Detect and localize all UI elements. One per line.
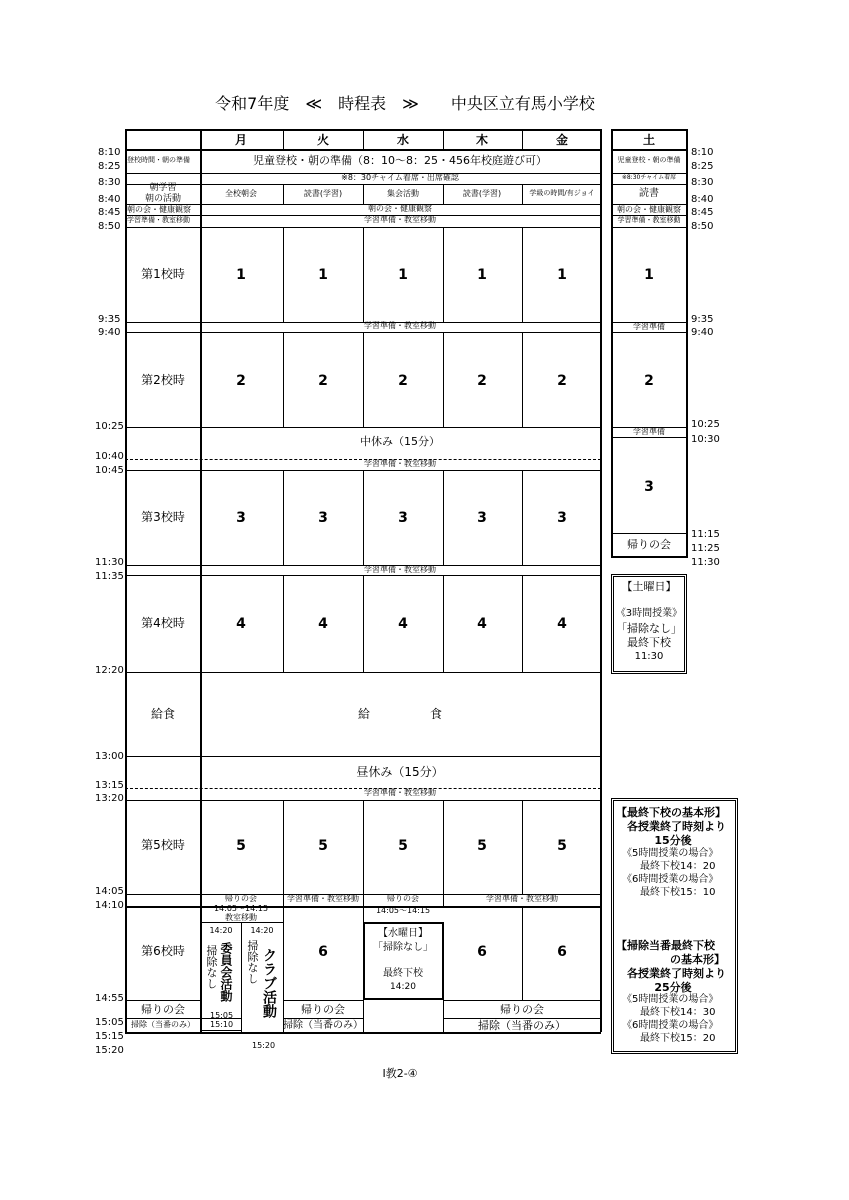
- day-header-sat: 土: [642, 133, 656, 147]
- grid-line: [283, 906, 284, 1032]
- tue-kaeri: 帰りの会: [301, 1003, 345, 1016]
- sat-kaeri: 帰りの会: [627, 538, 671, 551]
- sat-prep: 学習準備・教室移動: [617, 216, 681, 224]
- morning-thu: 読書(学習): [462, 189, 502, 198]
- grid-line: [443, 227, 444, 322]
- grid-line: [443, 184, 444, 204]
- cell-tue-5: 5: [318, 838, 328, 854]
- grid-line: [200, 922, 283, 923]
- grid-line: [522, 227, 523, 322]
- grid-line: [611, 227, 687, 228]
- sat-note-title: 【土曜日】: [621, 580, 677, 593]
- page-footer-code: Ⅰ教2-④: [382, 1067, 418, 1080]
- basic-note-line: 《5時間授業の場合》: [622, 848, 719, 859]
- cell-mon-1: 1: [236, 267, 246, 283]
- cell-mon-5: 5: [236, 838, 246, 854]
- grid-line: [611, 437, 687, 438]
- time-label: 14:10: [95, 900, 124, 911]
- grid-line: [443, 129, 444, 149]
- cell-wed-3: 3: [398, 510, 408, 526]
- time-label-right: 11:30: [691, 557, 720, 568]
- time-label: 13:00: [95, 751, 124, 762]
- cell-fri-6: 6: [557, 944, 567, 960]
- time-label: 10:40: [95, 451, 124, 462]
- grid-line: [125, 800, 601, 801]
- grid-line: [200, 1030, 241, 1031]
- cell-tue-6: 6: [318, 944, 328, 960]
- time-label: 8:10: [98, 147, 121, 158]
- time-label: 11:35: [95, 571, 124, 582]
- row-label-morning2: 朝の活動: [144, 194, 182, 204]
- thu-fri-kaeri: 帰りの会: [500, 1003, 544, 1016]
- wed-box-line3: 最終下校: [383, 968, 423, 979]
- sat-arrival: 児童登校・朝の準備: [617, 156, 681, 164]
- row-label-period2: 第2校時: [141, 373, 185, 387]
- cell-sat-3: 3: [644, 479, 654, 495]
- grid-line: [125, 470, 601, 471]
- grid-line: [611, 129, 688, 131]
- cell-tue-3: 3: [318, 510, 328, 526]
- grid-line: [125, 129, 601, 131]
- grid-line: [363, 227, 364, 322]
- mon-kaeri-time: 14:05～14:15: [213, 904, 269, 913]
- grid-line: [125, 565, 601, 566]
- day-header-wed: 水: [396, 133, 410, 147]
- grid-line: [611, 149, 688, 151]
- grid-line: [125, 322, 601, 323]
- grid-left-border: [125, 129, 127, 1032]
- cleaning-note-line: 《6時間授業の場合》: [622, 1020, 719, 1031]
- time-label: 8:30: [98, 177, 121, 188]
- page-title: 令和7年度 ≪ 時程表 ≫ 中央区立有馬小学校: [215, 94, 595, 113]
- grid-line: [443, 470, 444, 565]
- cell-thu-3: 3: [477, 510, 487, 526]
- grid-line: [611, 332, 687, 333]
- sat-reading: 読書: [639, 188, 659, 199]
- day-header-thu: 木: [475, 133, 489, 147]
- iinkai-end2: 15:10: [210, 1020, 234, 1029]
- health-row: 朝の会・健康観察: [368, 204, 432, 213]
- time-label: 11:30: [95, 557, 124, 568]
- row-label-lunch: 給食: [150, 707, 176, 721]
- grid-line: [363, 575, 364, 672]
- sat-note-line: 「掃除なし」: [616, 622, 682, 635]
- row-label-morning1: 朝学習: [149, 183, 177, 193]
- cell-mon-3: 3: [236, 510, 246, 526]
- grid-line: [283, 575, 284, 672]
- wed-kaeri: 帰りの会: [387, 894, 419, 903]
- cleaning-note-line: 各授業終了時刻より: [627, 967, 726, 980]
- cell-wed-4: 4: [398, 616, 408, 632]
- day-header-fri: 金: [555, 133, 569, 147]
- time-label-right: 9:40: [691, 327, 714, 338]
- basic-note-line: 最終下校14：20: [640, 861, 716, 872]
- sat-note-line: 11:30: [634, 651, 664, 662]
- grid-line: [522, 184, 523, 204]
- sat-prep-short: 学習準備: [633, 427, 665, 436]
- grid-line: [443, 894, 444, 906]
- cell-wed-2: 2: [398, 373, 408, 389]
- cleaning-note-line: の基本形】: [670, 953, 725, 966]
- iinkai-label: 委員会活動: [219, 942, 233, 1002]
- time-label-right: 8:10: [691, 147, 714, 158]
- row-label-prep: 学習準備・教室移動: [127, 216, 190, 224]
- basic-note-line: 《6時間授業の場合》: [622, 874, 719, 885]
- row-label-kaeri: 帰りの会: [141, 1003, 185, 1016]
- row-label-soji: 掃除（当番のみ）: [131, 1020, 195, 1029]
- time-label: 15:20: [95, 1045, 124, 1056]
- morning-tue: 読書(学習): [303, 189, 343, 198]
- day-header-tue: 火: [316, 133, 330, 147]
- grid-line: [125, 427, 601, 428]
- thu-fri-soji: 掃除（当番のみ）: [478, 1019, 566, 1032]
- basic-note-line: 最終下校15：10: [640, 887, 716, 898]
- grid-line: [611, 556, 688, 558]
- row-label-period1: 第1校時: [141, 267, 185, 281]
- time-label: 15:15: [95, 1031, 124, 1042]
- cell-tue-4: 4: [318, 616, 328, 632]
- iinkai-time: 14:20: [209, 926, 233, 935]
- cell-mon-4: 4: [236, 616, 246, 632]
- thu-fri-gakushu-ido: 学習準備・教室移動: [486, 894, 558, 903]
- prep-row: 学習準備・教室移動: [364, 565, 436, 574]
- sat-health: 朝の会・健康観察: [617, 205, 681, 214]
- grid-line: [611, 129, 613, 558]
- grid-line: [125, 788, 601, 789]
- grid-right-border: [600, 129, 602, 1032]
- grid-line: [125, 1018, 200, 1019]
- day-header-mon: 月: [234, 133, 248, 147]
- grid-line: [522, 575, 523, 672]
- cleaning-note-line: 25分後: [654, 981, 692, 994]
- time-label: 14:55: [95, 993, 124, 1004]
- cell-wed-1: 1: [398, 267, 408, 283]
- cell-thu-4: 4: [477, 616, 487, 632]
- cell-fri-5: 5: [557, 838, 567, 854]
- arrival-row: 児童登校・朝の準備（8：10～8：25・456年校庭遊び可）: [253, 154, 547, 167]
- chime-row: ※8：30チャイム着席・出席確認: [341, 173, 459, 182]
- grid-line: [283, 894, 284, 906]
- cell-thu-1: 1: [477, 267, 487, 283]
- grid-label-divider: [200, 129, 202, 1032]
- grid-line: [125, 575, 601, 576]
- grid-line: [125, 906, 601, 908]
- time-label: 10:45: [95, 465, 124, 476]
- grid-line: [283, 1000, 363, 1001]
- cell-tue-2: 2: [318, 373, 328, 389]
- basic-note-line: 15分後: [654, 834, 692, 847]
- grid-line: [125, 1000, 200, 1001]
- prep-row: 学習準備・教室移動: [364, 788, 436, 797]
- grid-line: [283, 129, 284, 149]
- grid-line: [283, 184, 284, 204]
- time-label: 8:50: [98, 221, 121, 232]
- grid-line: [283, 470, 284, 565]
- basic-note-title: 【最終下校の基本形】: [616, 806, 726, 819]
- morning-mon: 全校朝会: [225, 189, 257, 198]
- cell-thu-5: 5: [477, 838, 487, 854]
- time-label-right: 8:40: [691, 194, 714, 205]
- grid-line: [125, 672, 601, 673]
- time-label: 9:40: [98, 327, 121, 338]
- grid-line: [611, 533, 687, 534]
- mon-kaeri: 帰りの会: [225, 894, 257, 903]
- row-label-health: 朝の会・健康観察: [127, 205, 191, 214]
- wed-box-title: 【水曜日】: [378, 928, 428, 939]
- time-label: 10:25: [95, 421, 124, 432]
- grid-line: [611, 184, 687, 185]
- grid-line: [363, 894, 364, 906]
- cell-fri-3: 3: [557, 510, 567, 526]
- grid-line: [241, 922, 242, 1032]
- grid-line: [125, 756, 601, 757]
- iinkai-end1: 15:05: [210, 1011, 234, 1020]
- time-label: 8:40: [98, 194, 121, 205]
- time-label: 12:20: [95, 665, 124, 676]
- cleaning-note-title: 【掃除当番最終下校: [616, 939, 715, 952]
- time-label: 8:25: [98, 161, 121, 172]
- cell-fri-2: 2: [557, 373, 567, 389]
- cell-tue-1: 1: [318, 267, 328, 283]
- row-label-arrival: 登校時間・朝の準備: [127, 156, 190, 164]
- club-soji-nashi: 掃除なし: [246, 940, 259, 984]
- cell-sat-1: 1: [644, 267, 654, 283]
- iinkai-soji-nashi: 掃除なし: [205, 945, 218, 989]
- grid-line: [522, 332, 523, 427]
- grid-line: [443, 575, 444, 672]
- club-time: 14:20: [250, 926, 274, 935]
- row-label-period5: 第5校時: [141, 838, 185, 852]
- grid-line: [283, 332, 284, 427]
- grid-line: [125, 332, 601, 333]
- grid-line: [363, 332, 364, 427]
- cell-fri-4: 4: [557, 616, 567, 632]
- prep-row: 学習準備・教室移動: [364, 215, 436, 224]
- grid-line: [283, 800, 284, 894]
- grid-line: [522, 800, 523, 894]
- time-label-right: 11:25: [691, 543, 720, 554]
- club-end: 15:20: [252, 1041, 276, 1050]
- sat-prep-short: 学習準備: [633, 322, 665, 331]
- tue-soji: 掃除（当番のみ）: [283, 1020, 363, 1031]
- time-label: 15:05: [95, 1017, 124, 1028]
- grid-line: [283, 227, 284, 322]
- grid-line: [522, 129, 523, 149]
- grid-line: [522, 470, 523, 565]
- time-label: 8:45: [98, 207, 121, 218]
- sat-note-line: 最終下校: [627, 636, 671, 649]
- time-label: 13:15: [95, 780, 124, 791]
- time-label-right: 8:50: [691, 221, 714, 232]
- cell-mon-2: 2: [236, 373, 246, 389]
- wed-kaeri-time: 14:05～14:15: [375, 906, 431, 915]
- row-label-period6: 第6校時: [141, 944, 185, 958]
- row-label-period3: 第3校時: [141, 510, 185, 524]
- morning-fri: 学級の時間/有ジョイ: [529, 189, 595, 197]
- cell-fri-1: 1: [557, 267, 567, 283]
- cleaning-note-line: 最終下校15：20: [640, 1033, 716, 1044]
- time-label: 9:35: [98, 314, 121, 325]
- time-label: 14:05: [95, 886, 124, 897]
- grid-line: [125, 227, 601, 228]
- lunch-row: 給 食: [357, 707, 443, 721]
- grid-line: [522, 906, 523, 1000]
- noon-break-row: 昼休み（15分）: [356, 765, 444, 779]
- time-label-right: 10:25: [691, 419, 720, 430]
- grid-line: [363, 470, 364, 565]
- morning-wed: 集会活動: [387, 189, 419, 198]
- sat-note-line: 《3時間授業》: [615, 608, 683, 619]
- grid-line: [686, 129, 688, 558]
- prep-row: 学習準備・教室移動: [364, 459, 436, 468]
- grid-line: [125, 204, 601, 205]
- grid-line: [125, 215, 601, 216]
- grid-line: [363, 129, 364, 149]
- grid-line: [443, 800, 444, 894]
- cleaning-note-line: 《5時間授業の場合》: [622, 994, 719, 1005]
- time-label-right: 8:45: [691, 207, 714, 218]
- grid-line: [363, 184, 364, 204]
- mon-kyoshitsu-ido: 教室移動: [225, 913, 257, 922]
- basic-note-line: 各授業終了時刻より: [627, 820, 726, 833]
- time-label-right: 8:25: [691, 161, 714, 172]
- time-label-right: 9:35: [691, 314, 714, 325]
- time-label-right: 11:15: [691, 529, 720, 540]
- grid-line: [125, 149, 601, 151]
- row-label-period4: 第4校時: [141, 616, 185, 630]
- cell-sat-2: 2: [644, 373, 654, 389]
- grid-line: [125, 184, 601, 185]
- cell-thu-6: 6: [477, 944, 487, 960]
- grid-line: [443, 1000, 601, 1001]
- grid-line: [125, 1032, 601, 1034]
- prep-row: 学習準備・教室移動: [364, 321, 436, 330]
- grid-line: [283, 1018, 363, 1019]
- cleaning-note-line: 最終下校14：30: [640, 1007, 716, 1018]
- grid-line: [125, 459, 601, 460]
- tue-gakushu-ido: 学習準備・教室移動: [287, 894, 359, 903]
- grid-line: [443, 332, 444, 427]
- wed-box-line2: 「掃除なし」: [373, 942, 433, 953]
- wed-box-line4: 14:20: [390, 982, 416, 992]
- time-label-right: 8:30: [691, 177, 714, 188]
- mid-break-row: 中休み（15分）: [360, 435, 440, 448]
- time-label-right: 10:30: [691, 434, 720, 445]
- club-label: クラブ活動: [261, 948, 277, 1018]
- time-label: 13:20: [95, 793, 124, 804]
- sat-chime: ※8:30チャイム着席: [621, 174, 677, 181]
- grid-line: [363, 800, 364, 894]
- cell-wed-5: 5: [398, 838, 408, 854]
- cell-thu-2: 2: [477, 373, 487, 389]
